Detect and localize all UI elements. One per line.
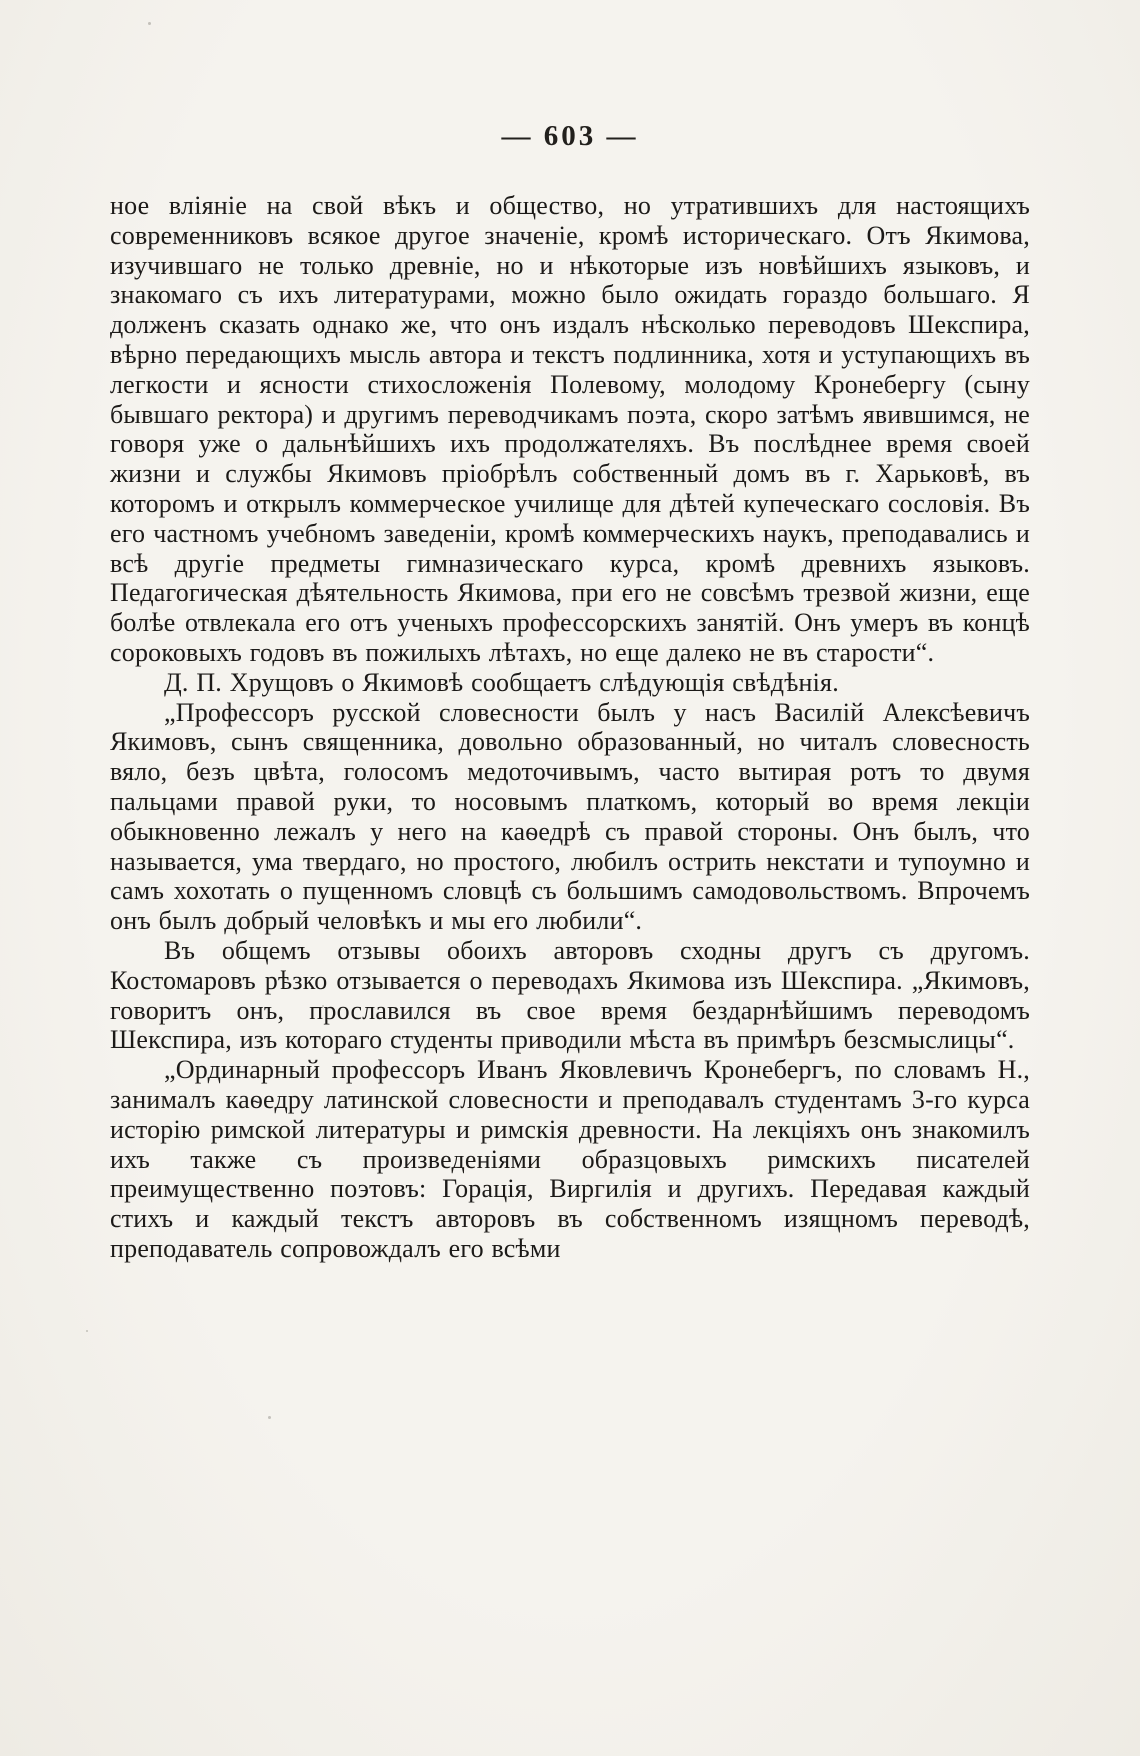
scan-speck [268,1416,271,1419]
paragraph-khrushchov-quote: „Профессоръ русской словесности былъ у насъ Василій Алексѣевичъ Якимовъ, сынъ священника, довольно образованный, но читалъ словесность вяло, безъ цвѣта, голосомъ медоточивымъ, часто вытирая ротъ то двумя пальцами правой руки, то носовымъ платкомъ, который во время лекціи обыкновенно лежалъ у него на каѳедрѣ съ правой стороны. Онъ былъ, что называется, ума твердаго, но простого, любилъ острить некстати и тупоумно и самъ хохотать о пущенномъ словцѣ съ большимъ самодовольствомъ. Впрочемъ онъ былъ добрый человѣкъ и мы его любили“. [110,697,1030,936]
text-block [110,191,1030,1264]
paragraph-kroneberg: „Ординарный профессоръ Иванъ Яковлевичъ Кронебергъ, по словамъ Н., занималъ каѳедру латинской словесности и преподавалъ студентамъ 3-го курса исторію римской литературы и римскія древности. На лекціяхъ онъ знакомилъ ихъ также съ произведеніями образцовыхъ римскихъ писателей преимущественно поэтовъ: Горація, Виргилія и другихъ. Передавая каждый стихъ и каждый текстъ авторовъ въ собственномъ изящномъ переводѣ, преподаватель сопровождалъ его всѣми [110,1055,1030,1263]
page-number: — 603 — [501,120,639,152]
scan-speck [322,1005,324,1007]
scan-speck [86,1330,88,1332]
paragraph-continuation: ное вліяніе на свой вѣкъ и общество, но утратившихъ для настоящихъ современниковъ всякое другое значеніе, кромѣ историческаго. Отъ Якимова, изучившаго не только древніе, но и нѣкоторые изъ новѣйшихъ языковъ, и знакомаго съ ихъ литературами, можно было ожидать гораздо большаго. Я долженъ сказать однако же, что онъ издалъ нѣсколько переводовъ Шекспира, вѣрно передающихъ мысль автора и текстъ подлинника, хотя и уступающихъ въ легкости и ясности стихосложенія Полевому, молодому Кронебергу (сыну бывшаго ректора) и другимъ переводчикамъ поэта, скоро затѣмъ явившимся, не говоря уже о дальнѣйшихъ ихъ продолжателяхъ. Въ послѣднее время своей жизни и службы Якимовъ пріобрѣлъ собственный домъ въ г. Харьковѣ, въ которомъ и открылъ коммерческое училище для дѣтей купеческаго сословія. Въ его частномъ учебномъ заведеніи, кромѣ коммерческихъ наукъ, преподавались и всѣ другіе предметы гимназическаго курса, кромѣ древнихъ языковъ. Педагогическая дѣятельность Якимова, при его не совсѣмъ трезвой жизни, еще болѣе отвлекала его отъ ученыхъ профессорскихъ занятій. Онъ умеръ въ концѣ сороковыхъ годовъ въ пожилыхъ лѣтахъ, но еще далеко не въ старости“. [110,191,1030,667]
scan-speck [148,22,151,25]
paragraph-kostomarov-opinion: Въ общемъ отзывы обоихъ авторовъ сходны другъ съ другомъ. Костомаровъ рѣзко отзывается о переводахъ Якимова изъ Шекспира. „Якимовъ, говоритъ онъ, прославился въ свое время бездарнѣйшимъ переводомъ Шекспира, изъ котораго студенты приводили мѣста въ примѣръ безсмыслицы“. [110,935,1030,1055]
paragraph-khrushchov-intro: Д. П. Хрущовъ о Якимовѣ сообщаетъ слѣдующія свѣдѣнія. [164,667,839,697]
